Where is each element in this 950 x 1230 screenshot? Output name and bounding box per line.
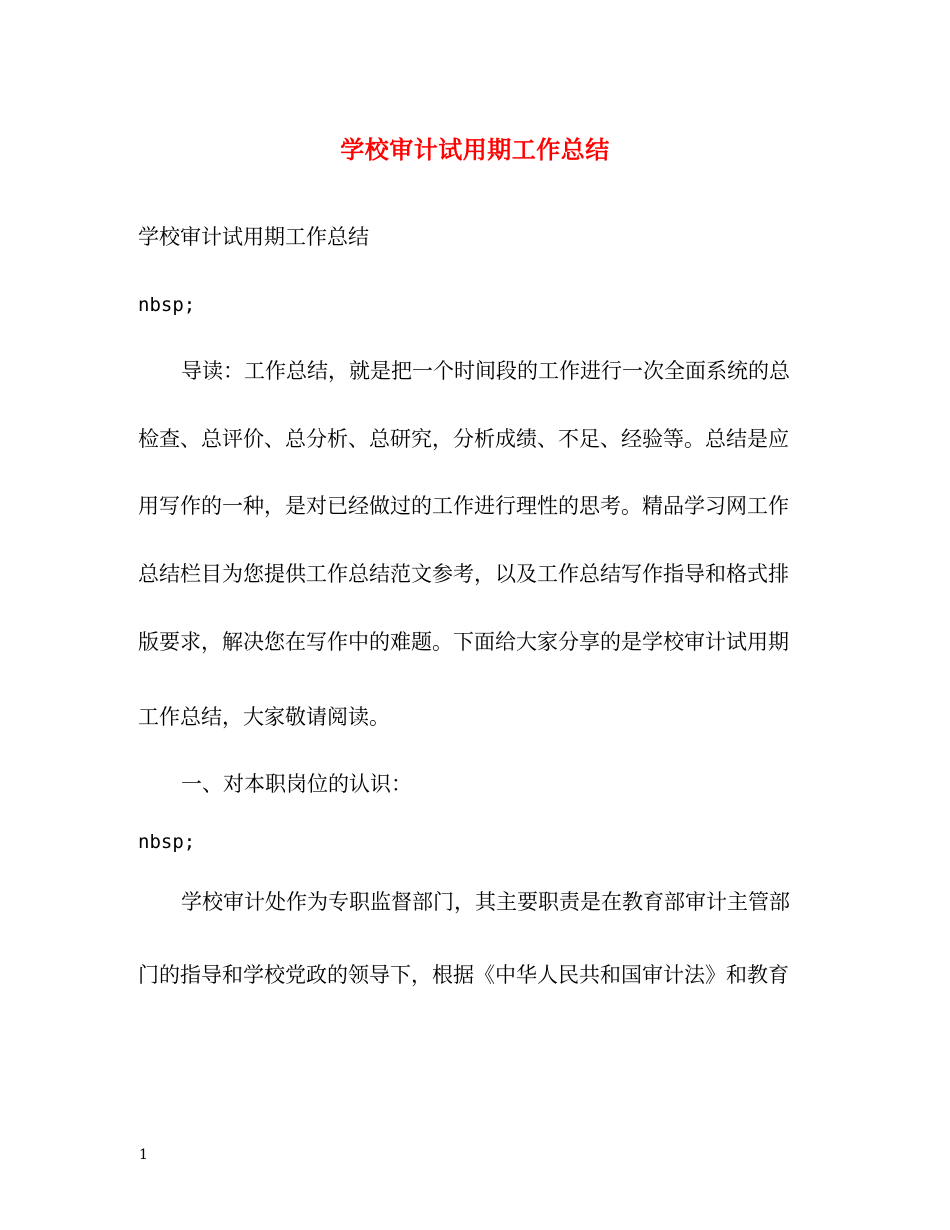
paragraph-line: 总结栏目为您提供工作总结范文参考，以及工作总结写作指导和格式排	[138, 562, 789, 586]
section-heading: 一、对本职岗位的认识：	[181, 772, 412, 796]
page-number: 1	[139, 1147, 148, 1163]
document-title: 学校审计试用期工作总结	[340, 135, 610, 164]
paragraph-line: 导读：工作总结，就是把一个时间段的工作进行一次全面系统的总	[181, 359, 790, 383]
paragraph-line: 学校审计处作为专职监督部门，其主要职责是在教育部审计主管部	[181, 890, 790, 914]
paragraph-line: 检查、总评价、总分析、总研究，分析成绩、不足、经验等。总结是应	[138, 427, 789, 451]
nbsp-line: nbsp;	[138, 831, 196, 853]
paragraph-line: 版要求，解决您在写作中的难题。下面给大家分享的是学校审计试用期	[138, 630, 789, 654]
subtitle-line: 学校审计试用期工作总结	[138, 225, 369, 249]
paragraph-line: 用写作的一种，是对已经做过的工作进行理性的思考。精品学习网工作	[138, 494, 789, 518]
paragraph-line: 门的指导和学校党政的领导下，根据《中华人民共和国审计法》和教育	[138, 963, 789, 987]
paragraph-line: 工作总结，大家敬请阅读。	[138, 705, 390, 729]
nbsp-line: nbsp;	[138, 294, 196, 316]
